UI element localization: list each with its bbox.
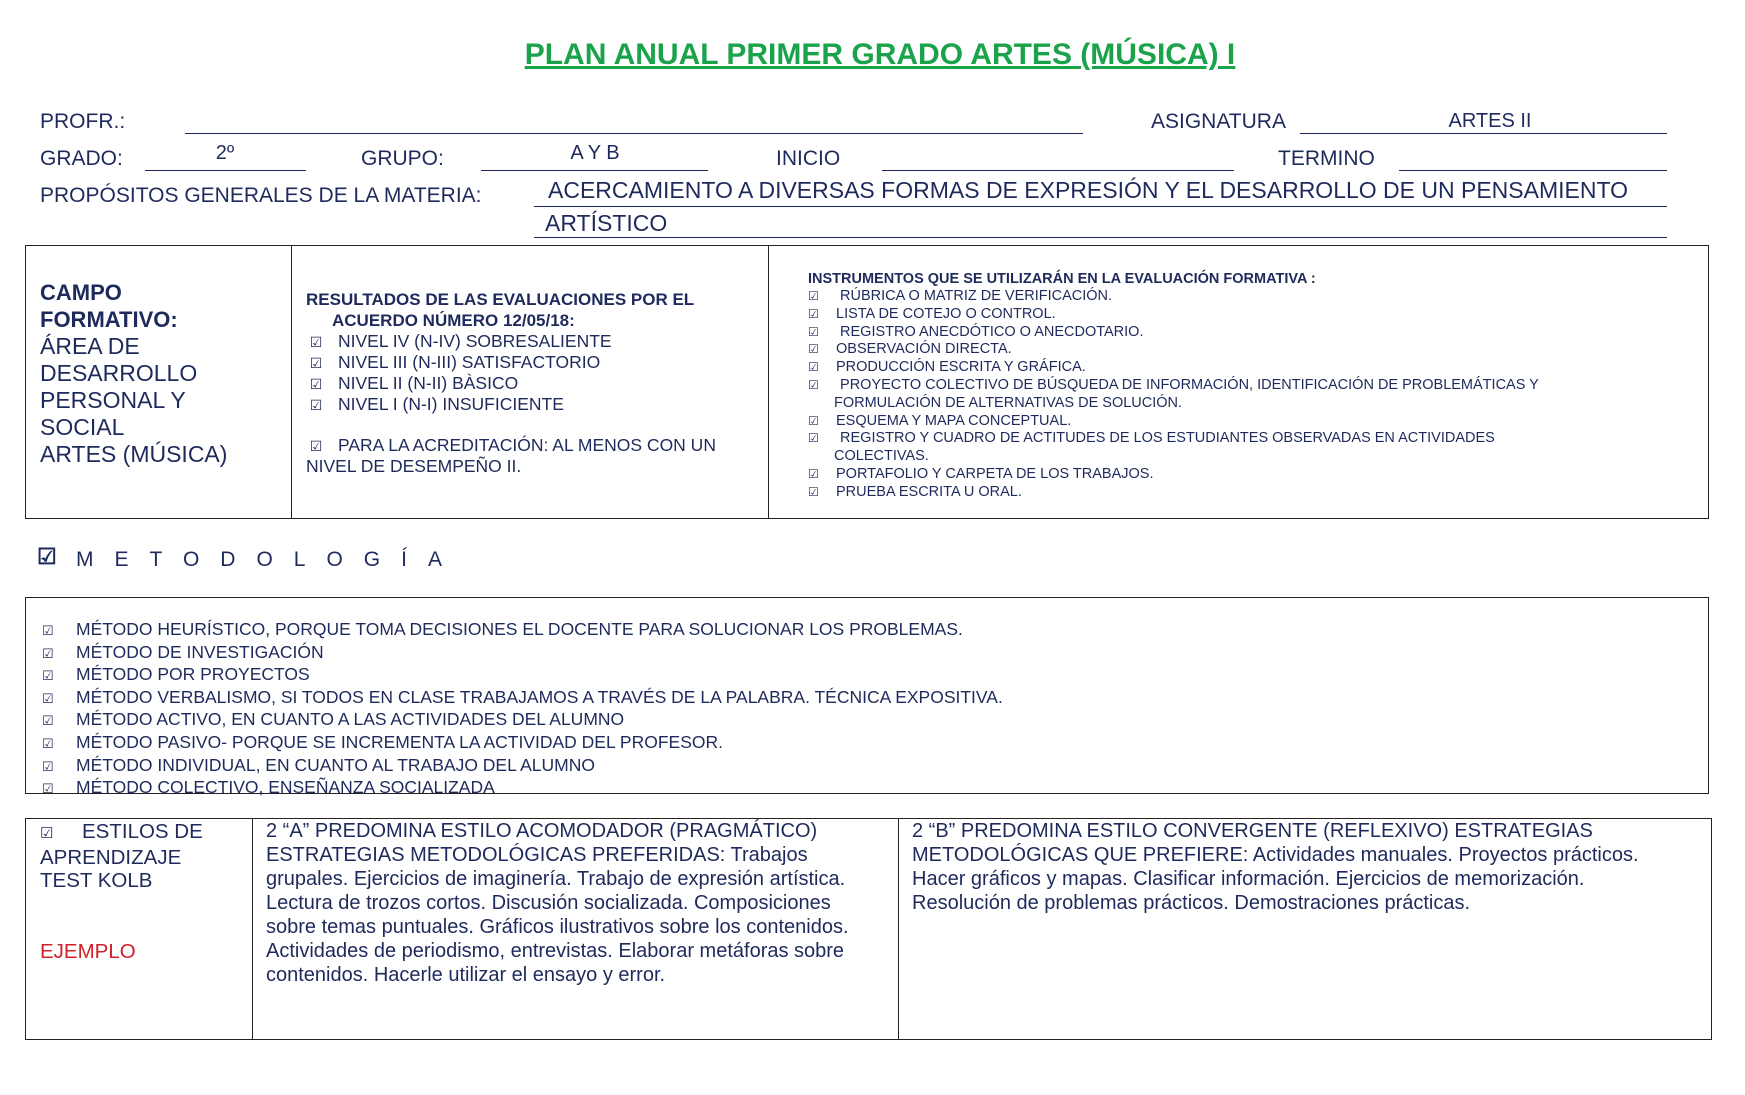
checkbox-icon: ☑ <box>42 758 54 774</box>
grupo-label: GRUPO: <box>361 147 444 170</box>
estilos-label-line-2: APRENDIZAJE <box>40 845 182 869</box>
evaluacion-divider-1 <box>291 245 292 519</box>
evaluacion-divider-2 <box>768 245 769 519</box>
metodologia-item: ☑ MÉTODO PASIVO- PORQUE SE INCREMENTA LA ACTIVIDAD DEL PROFESOR. <box>42 732 1692 755</box>
grupo-value: A Y B <box>570 142 620 164</box>
asignatura-value: ARTES II <box>1448 110 1532 132</box>
propositos-underline-1 <box>534 206 1667 207</box>
termino-field-line[interactable] <box>1399 170 1667 171</box>
grupo-b-line: Resolución de problemas prácticos. Demostraciones prácticas. <box>912 892 1471 914</box>
asignatura-label: ASIGNATURA <box>1151 110 1286 133</box>
instrumentos-item: ☑ PRUEBA ESCRITA U ORAL. <box>808 483 1022 500</box>
instrumentos-section <box>808 270 1698 502</box>
campo-line: PERSONAL Y <box>40 387 186 413</box>
estilos-divider-2 <box>898 818 899 1040</box>
campo-line: ARTES (MÚSICA) <box>40 441 228 467</box>
instrumentos-item: ☑ OBSERVACIÓN DIRECTA. <box>808 341 1012 358</box>
instrumentos-item: ☑ LISTA DE COTEJO O CONTROL. <box>808 305 1056 322</box>
checkbox-icon: ☑ <box>309 438 323 454</box>
campo-line: DESARROLLO <box>40 360 198 386</box>
instrumentos-item: ☑ REGISTRO ANECDÓTICO O ANECDOTARIO. <box>808 323 1144 340</box>
grupo-a-line: contenidos. Hacerle utilizar el ensayo y error. <box>266 964 666 986</box>
checkbox-icon: ☑ <box>309 397 323 413</box>
resultados-item: ☑ NIVEL I (N-I) INSUFICIENTE <box>309 394 564 414</box>
instrumentos-item: ☑ REGISTRO Y CUADRO DE ACTITUDES DE LOS ESTUDIANTES OBSERVADAS EN ACTIVIDADES <box>808 430 1495 447</box>
checkbox-icon: ☑ <box>808 289 819 303</box>
instrumentos-item-continued: FORMULACIÓN DE ALTERNATIVAS DE SOLUCIÓN. <box>834 394 1183 411</box>
metodologia-item: ☑ MÉTODO DE INVESTIGACIÓN <box>42 642 1692 665</box>
resultados-heading-2: ACUERDO NÚMERO 12/05/18: <box>332 311 575 330</box>
grupo-a-line: grupales. Ejercicios de imaginería. Trabajo de expresión artística. <box>266 868 846 890</box>
checkbox-icon: ☑ <box>309 334 323 350</box>
grupo-a-line: Actividades de periodismo, entrevistas. Elaborar metáforas sobre <box>266 940 845 962</box>
estilos-divider-1 <box>252 818 253 1040</box>
grupo-b-line: METODOLÓGICAS QUE PREFIERE: Actividades manuales. Proyectos prácticos. <box>912 844 1639 866</box>
acreditacion-line-2: NIVEL DE DESEMPEÑO II. <box>306 456 522 476</box>
instrumentos-item: ☑ PRODUCCIÓN ESCRITA Y GRÁFICA. <box>808 359 1086 376</box>
checkbox-icon: ☑ <box>808 342 819 357</box>
asignatura-field-line[interactable] <box>1300 133 1667 134</box>
checkbox-icon: ☑ <box>42 645 54 661</box>
checkbox-icon: ☑ <box>309 355 323 371</box>
checkbox-icon: ☑ <box>808 413 819 428</box>
metodologia-item: ☑ MÉTODO ACTIVO, EN CUANTO A LAS ACTIVIDADES DEL ALUMNO <box>42 709 1692 732</box>
resultados-section <box>306 289 761 477</box>
grupo-a-line: ESTRATEGIAS METODOLÓGICAS PREFERIDAS: Trabajos <box>266 844 808 866</box>
checkbox-icon: ☑ <box>808 324 819 339</box>
grupo-a-line: sobre temas puntuales. Gráficos ilustrativos sobre los contenidos. <box>266 916 849 938</box>
metodologia-item: ☑ MÉTODO COLECTIVO, ENSEÑANZA SOCIALIZADA <box>42 777 1692 800</box>
checkbox-icon: ☑ <box>42 735 54 751</box>
checkbox-icon: ☑ <box>808 360 819 375</box>
metodologia-item: ☑ MÉTODO INDIVIDUAL, EN CUANTO AL TRABAJO DEL ALUMNO <box>42 755 1692 778</box>
inicio-field-line[interactable] <box>882 170 1234 171</box>
checkbox-icon: ☑ <box>309 376 323 392</box>
grado-label: GRADO: <box>40 147 123 170</box>
checkbox-icon: ☑ <box>808 466 819 481</box>
instrumentos-item: ☑ PROYECTO COLECTIVO DE BÚSQUEDA DE INFORMACIÓN, IDENTIFICACIÓN DE PROBLEMÁTICAS Y <box>808 376 1539 393</box>
profr-field-line[interactable] <box>185 133 1083 134</box>
ejemplo-label: EJEMPLO <box>40 939 136 963</box>
estilos-label-line-1: ☑ ESTILOS DE <box>40 820 245 846</box>
instrumentos-item: ☑ RÚBRICA O MATRIZ DE VERIFICACIÓN. <box>808 288 1113 304</box>
resultados-item: ☑ NIVEL III (N-III) SATISFACTORIO <box>309 352 601 372</box>
propositos-label: PROPÓSITOS GENERALES DE LA MATERIA: <box>40 184 482 207</box>
checkbox-icon: ☑ <box>42 690 54 706</box>
grupo-a-line: Lectura de trozos cortos. Discusión socializada. Composiciones <box>266 892 831 914</box>
resultados-item: ☑ NIVEL II (N-II) BÀSICO <box>309 373 519 393</box>
grupo-field-line[interactable] <box>481 170 708 171</box>
grado-field-line[interactable] <box>145 170 306 171</box>
instrumentos-item-continued: COLECTIVAS. <box>834 448 929 465</box>
propositos-line-2: ARTÍSTICO <box>545 210 668 236</box>
campo-formativo <box>40 279 285 468</box>
checkbox-icon: ☑ <box>42 623 54 638</box>
metodologia-heading: METODOLOGÍA <box>76 548 463 571</box>
campo-heading-2: FORMATIVO: <box>40 307 178 332</box>
checkbox-icon: ☑ <box>42 668 54 684</box>
grado-value: 2º <box>215 142 235 164</box>
termino-label: TERMINO <box>1278 147 1375 170</box>
profr-label: PROFR.: <box>40 110 126 133</box>
metodologia-item: ☑ MÉTODO HEURÍSTICO, PORQUE TOMA DECISIONES EL DOCENTE PARA SOLUCIONAR LOS PROBLEMAS. <box>42 619 1692 642</box>
instrumentos-heading: INSTRUMENTOS QUE SE UTILIZARÁN EN LA EVALUACIÓN FORMATIVA : <box>808 271 1316 287</box>
instrumentos-item: ☑ ESQUEMA Y MAPA CONCEPTUAL. <box>808 412 1072 429</box>
checkbox-icon: ☑ <box>808 431 819 446</box>
metodologia-item: ☑ MÉTODO VERBALISMO, SI TODOS EN CLASE TRABAJAMOS A TRAVÉS DE LA PALABRA. TÉCNICA EXPOSITIVA. <box>42 687 1692 710</box>
inicio-label: INICIO <box>776 147 841 170</box>
checkbox-icon: ☑ <box>808 484 819 499</box>
checkbox-icon: ☑ <box>808 377 819 392</box>
metodologia-item: ☑ MÉTODO POR PROYECTOS <box>42 664 1692 687</box>
checkbox-icon: ☑ <box>808 306 819 321</box>
estilos-label <box>40 820 245 964</box>
checkbox-icon: ☑ <box>42 781 54 797</box>
resultados-item: ☑ NIVEL IV (N-IV) SOBRESALIENTE <box>309 331 612 351</box>
grupo-b-line: Hacer gráficos y mapas. Clasificar información. Ejercicios de memorización. <box>912 868 1585 890</box>
metodologia-list <box>42 619 1692 800</box>
campo-line: ÁREA DE <box>40 333 140 359</box>
grupo-a-line: 2 “A” PREDOMINA ESTILO ACOMODADOR (PRAGMÁTICO) <box>266 820 818 842</box>
campo-line: SOCIAL <box>40 414 125 440</box>
campo-heading-1: CAMPO <box>40 280 122 305</box>
page-title: PLAN ANUAL PRIMER GRADO ARTES (MÚSICA) I <box>524 38 1236 71</box>
instrumentos-item: ☑ PORTAFOLIO Y CARPETA DE LOS TRABAJOS. <box>808 465 1154 482</box>
propositos-line-1: ACERCAMIENTO A DIVERSAS FORMAS DE EXPRESIÓN Y EL DESARROLLO DE UN PENSAMIENTO <box>548 177 1629 203</box>
estilos-grupo-b <box>912 819 1702 915</box>
estilos-grupo-a <box>266 819 894 987</box>
resultados-heading-1: RESULTADOS DE LAS EVALUACIONES POR EL <box>306 290 695 309</box>
checkbox-icon: ☑ <box>40 825 54 842</box>
checkbox-icon: ☑ <box>42 713 54 729</box>
acreditacion-line-1: ☑ PARA LA ACREDITACIÓN: AL MENOS CON UN <box>309 435 716 455</box>
metodologia-checkbox-icon: ☑ <box>37 544 57 569</box>
estilos-label-line-3: TEST KOLB <box>40 869 153 892</box>
grupo-b-line: 2 “B” PREDOMINA ESTILO CONVERGENTE (REFLEXIVO) ESTRATEGIAS <box>912 820 1593 842</box>
propositos-underline-2 <box>534 237 1667 238</box>
